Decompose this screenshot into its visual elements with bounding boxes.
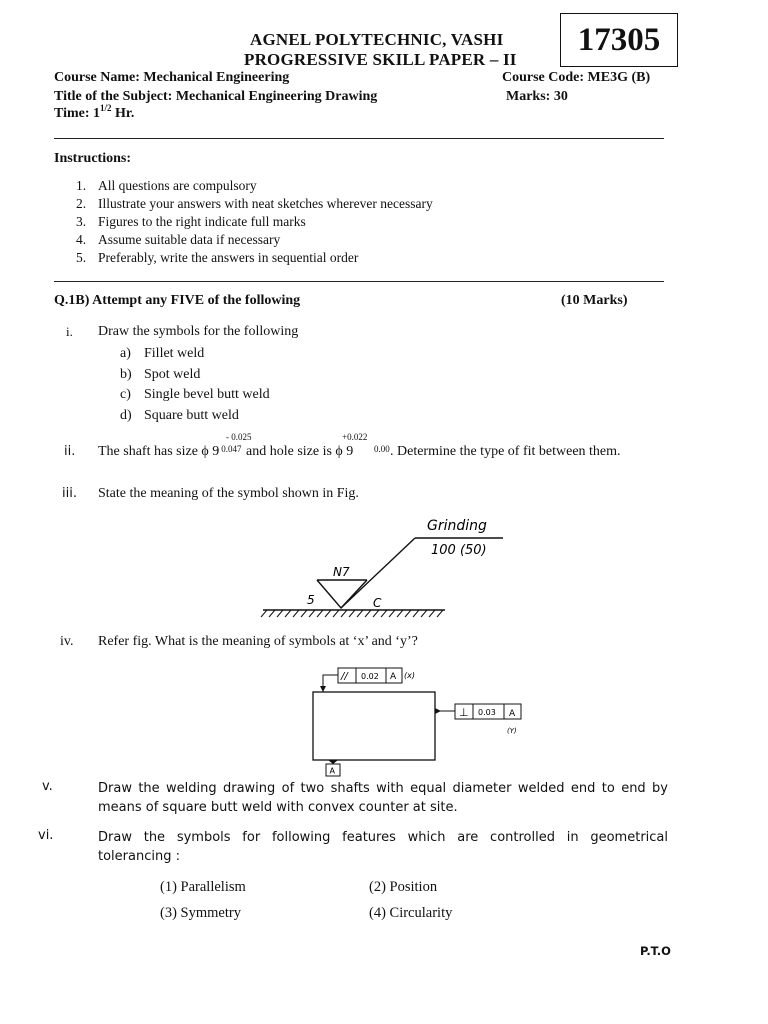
question-text: The shaft has size ϕ 9 xyxy=(98,444,220,459)
part-outline xyxy=(313,692,435,760)
course-name: Course Name: Mechanical Engineering xyxy=(54,70,290,85)
sub-question: d) Square butt weld xyxy=(120,407,239,423)
instruction-item: 4. Assume suitable data if necessary xyxy=(76,232,281,247)
question-number: ii. xyxy=(64,444,76,459)
subject-title: Title of the Subject: Mechanical Engineering Drawing xyxy=(54,89,378,104)
question-number: iii. xyxy=(62,486,77,501)
lay-direction-label: C xyxy=(373,596,382,610)
divider-middle xyxy=(54,281,664,282)
machining-allowance-label: 5 xyxy=(307,593,315,607)
time-prefix: Time: 1 xyxy=(54,106,101,121)
question-text: Draw the welding drawing of two shafts with equal diameter welded end to end by means of square butt weld with convex counter at site. xyxy=(98,781,668,815)
course-code: Course Code: ME3G (B) xyxy=(502,70,651,85)
instruction-list xyxy=(76,178,433,268)
perpendicularity-symbol: ⊥ xyxy=(459,706,469,719)
question-text-cont: and hole size is ϕ 9 xyxy=(246,444,354,459)
machining-process-label: Grinding xyxy=(427,518,487,534)
paper-code-box: 17305 xyxy=(560,13,678,67)
question-number: iv. xyxy=(60,634,74,649)
sub-question: b) Spot weld xyxy=(120,366,201,382)
sub-question: c) Single bevel butt weld xyxy=(120,387,270,402)
section-heading: Q.1B) Attempt any FIVE of the following xyxy=(54,293,301,308)
surface-hatching xyxy=(261,610,443,617)
page-turn-note: P.T.O xyxy=(640,944,671,958)
tolerance-feature-item: (3) Symmetry xyxy=(160,905,241,921)
tolerance-value-y: 0.03 xyxy=(478,708,496,717)
datum-ref-y: A xyxy=(509,709,516,719)
time-allowed xyxy=(54,103,135,122)
surface-finish-symbol-figure xyxy=(255,510,487,622)
divider-top xyxy=(54,138,664,139)
time-suffix: Hr. xyxy=(111,106,135,121)
question-text: State the meaning of the symbol shown in Fig. xyxy=(98,486,359,501)
roughness-triangle xyxy=(317,580,367,608)
datum-ref-x: A xyxy=(390,672,397,682)
instructions-heading: Instructions: xyxy=(54,151,132,166)
sub-question-list xyxy=(120,344,270,426)
question-text: Refer fig. What is the meaning of symbols at ‘x’ and ‘y’? xyxy=(98,634,418,649)
sampling-length-label: 100 (50) xyxy=(431,543,487,558)
question-text-end: . Determine the type of fit between them. xyxy=(390,444,621,459)
instruction-item: 5. Preferably, write the answers in sequential order xyxy=(76,250,359,265)
marks-total: Marks: 30 xyxy=(506,89,568,104)
question-number: v. xyxy=(42,779,53,794)
question-text: Draw the symbols for following features which are controlled in geometrical tolerancing : xyxy=(98,830,668,864)
hole-upper-deviation: +0.022 xyxy=(342,432,368,442)
question-number: i. xyxy=(66,324,73,339)
sub-question: a) Fillet weld xyxy=(120,346,205,361)
question-number: vi. xyxy=(38,828,54,843)
datum-label: A xyxy=(329,766,335,776)
instruction-item: 3. Figures to the right indicate full marks xyxy=(76,214,306,229)
question-text: Draw the symbols for the following xyxy=(98,324,299,339)
tolerance-value-x: 0.02 xyxy=(361,672,379,681)
instruction-item: 1. All questions are compulsory xyxy=(76,178,257,193)
section-marks: (10 Marks) xyxy=(561,293,628,308)
label-y: (Y) xyxy=(507,727,517,735)
parallelism-symbol: // xyxy=(341,671,348,682)
tolerance-feature-item: (1) Parallelism xyxy=(160,879,246,895)
instruction-item: 2. Illustrate your answers with neat sketches wherever necessary xyxy=(76,196,433,211)
institute-name: AGNEL POLYTECHNIC, VASHI xyxy=(250,30,504,49)
label-x: (x) xyxy=(404,671,415,680)
shaft-upper-deviation: - 0.025 xyxy=(226,432,252,442)
roughness-grade-label: N7 xyxy=(333,565,350,579)
paper-title: PROGRESSIVE SKILL PAPER – II xyxy=(244,50,517,69)
time-fraction: 1/2 xyxy=(100,103,112,113)
shaft-lower-deviation: - 0.047 xyxy=(216,444,242,454)
tolerance-feature-item: (4) Circularity xyxy=(369,905,453,921)
tolerance-feature-item: (2) Position xyxy=(369,879,438,895)
hole-lower-deviation: 0.00 xyxy=(374,444,390,454)
geometric-tolerance-figure xyxy=(305,660,530,778)
